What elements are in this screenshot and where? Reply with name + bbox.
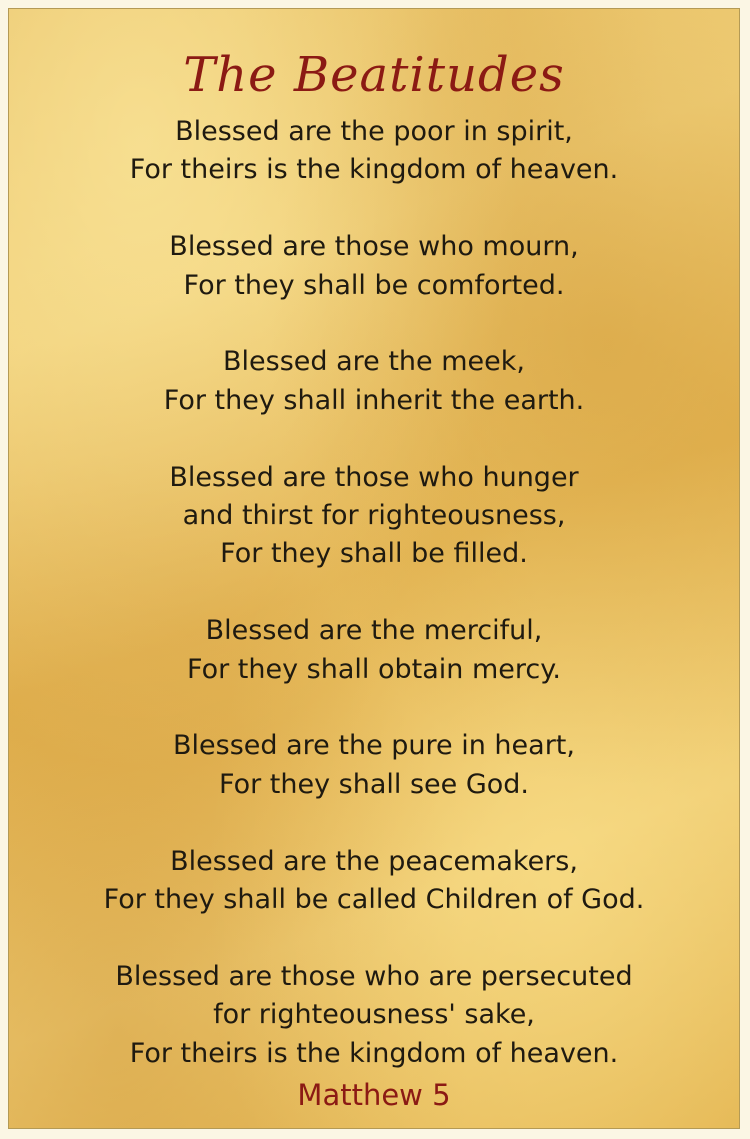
stanza	[9, 343, 739, 420]
verse-line: Blessed are those who mourn,	[169, 231, 579, 263]
verse-line: For they shall obtain mercy.	[187, 653, 561, 685]
verse-line: For they shall see God.	[219, 768, 529, 800]
verse-line: For they shall be filled.	[220, 538, 528, 570]
beatitudes-card	[8, 8, 740, 1129]
verse-line: and thirst for righteousness,	[182, 500, 566, 532]
stanza	[9, 727, 739, 804]
verse-line: For theirs is the kingdom of heaven.	[129, 1037, 619, 1069]
verse-line: Blessed are the merciful,	[205, 615, 543, 647]
stanza	[9, 459, 739, 574]
verse-line: for righteousness' sake,	[213, 999, 535, 1031]
verse-line: For they shall inherit the earth.	[163, 384, 585, 416]
verse-line: Blessed are the peacemakers,	[170, 845, 578, 877]
stanza	[9, 113, 739, 190]
verse-line: Blessed are the poor in spirit,	[175, 116, 573, 147]
stanza	[9, 228, 739, 305]
verse-line: For they shall be comforted.	[183, 269, 565, 301]
stanza	[9, 612, 739, 689]
verse-line: For they shall be called Children of God.	[103, 884, 645, 916]
stanza	[9, 958, 739, 1073]
scripture-reference: Matthew 5	[297, 1078, 451, 1112]
stanza	[9, 843, 739, 920]
verse-line: Blessed are those who are persecuted	[115, 960, 633, 992]
verse-line: For theirs is the kingdom of heaven.	[129, 154, 619, 186]
verse-line: Blessed are the meek,	[223, 346, 525, 378]
page-title: The Beatitudes	[183, 47, 565, 103]
verses	[9, 113, 739, 1073]
verse-line: Blessed are those who hunger	[169, 461, 579, 493]
verse-line: Blessed are the pure in heart,	[173, 730, 575, 762]
